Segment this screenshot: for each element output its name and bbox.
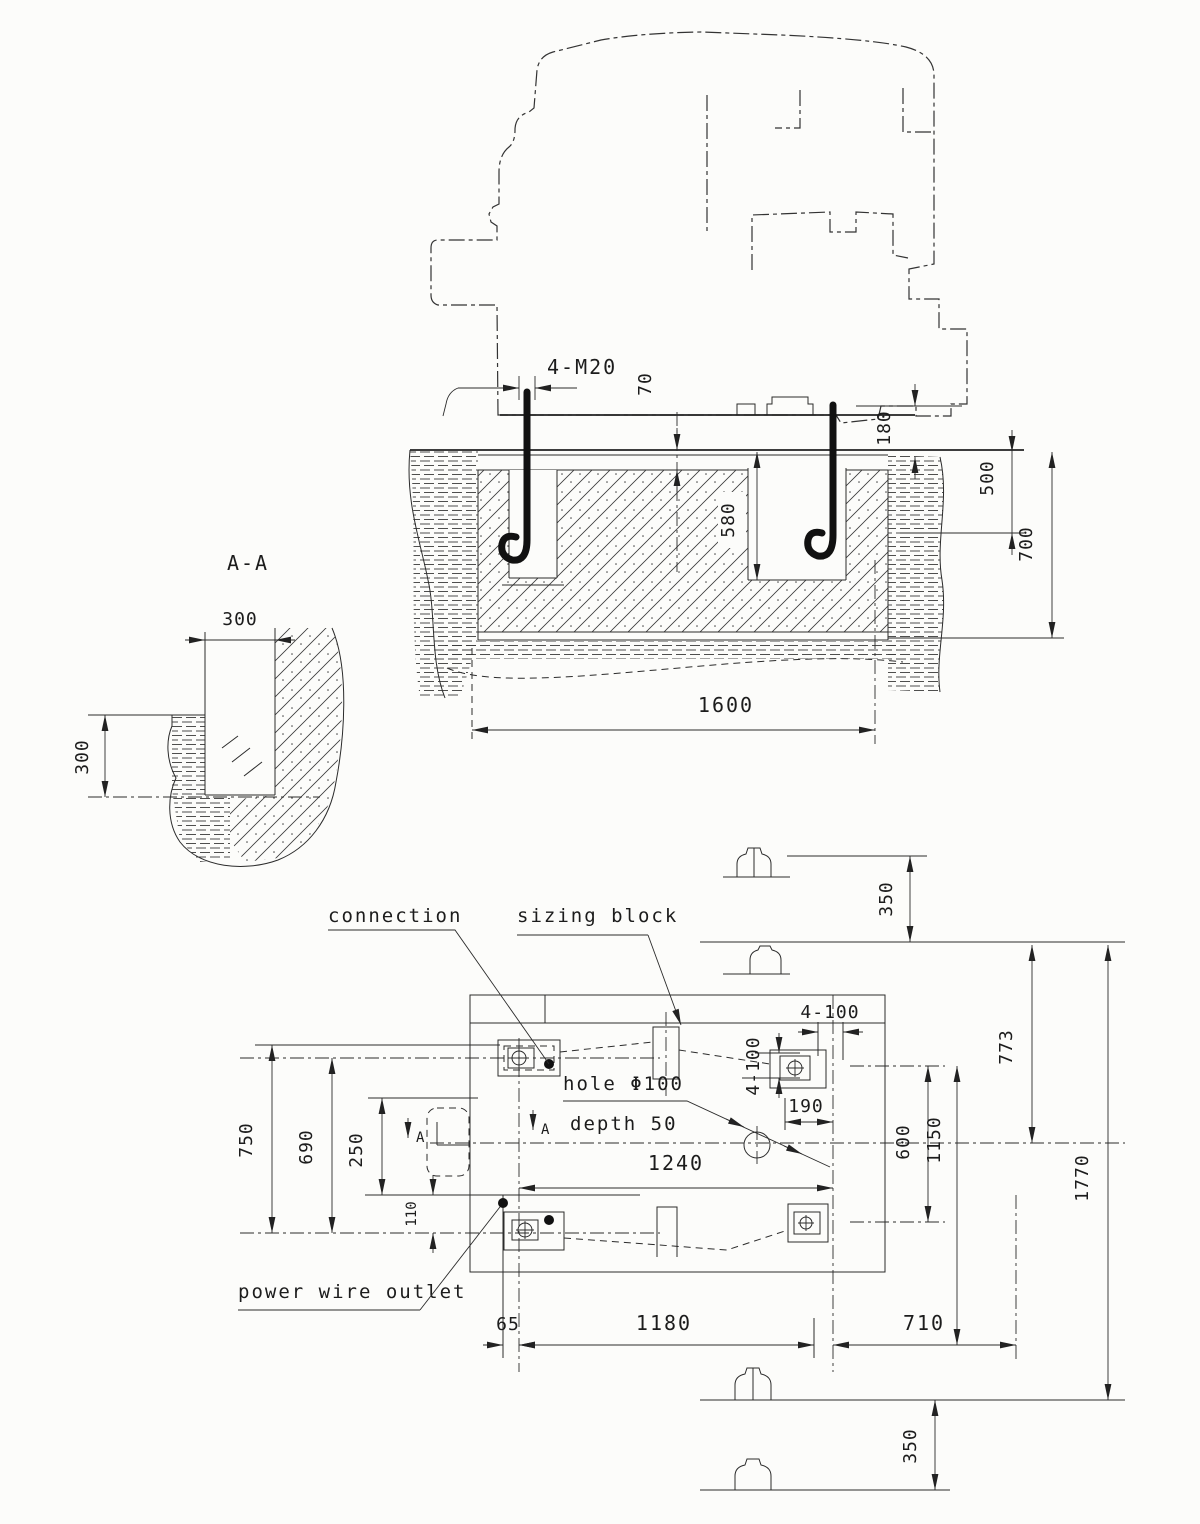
power-wire-point — [498, 1198, 508, 1208]
pad-bottom-right — [788, 1204, 828, 1242]
pad-bottom-left — [504, 1212, 564, 1250]
dim-text-580: 580 — [718, 502, 739, 538]
dim-190 — [785, 1096, 833, 1130]
dim-text-1150: 1150 — [924, 1116, 945, 1164]
dim-750 — [236, 1045, 500, 1233]
dim-bottom-chain — [483, 1311, 1016, 1358]
detail-earth — [172, 715, 230, 862]
sizing-block-label: sizing block — [517, 905, 679, 927]
plan-view — [236, 848, 1125, 1490]
detail-aa-title: A-A — [226, 551, 270, 575]
dim-text-750: 750 — [236, 1122, 257, 1158]
detail-inner-hatch — [222, 736, 262, 776]
dim-text-690: 690 — [296, 1129, 317, 1165]
brackets-top-right — [700, 848, 1125, 974]
detail-aa — [72, 551, 344, 866]
earth-left — [410, 450, 478, 698]
dim-text-4m20: 4-M20 — [547, 355, 618, 379]
section-marker-a1 — [408, 1118, 425, 1146]
dim-text-1240: 1240 — [647, 1151, 705, 1175]
dim-text-180: 180 — [874, 410, 895, 446]
detail-concrete — [230, 628, 342, 862]
dim-text-500: 500 — [977, 460, 998, 496]
connection-label: connection — [328, 905, 463, 927]
dim-text-1180: 1180 — [635, 1311, 693, 1335]
dim-text-300h: 300 — [72, 739, 93, 775]
dim-1240 — [519, 1151, 833, 1188]
earth-right — [888, 455, 944, 692]
section-view — [409, 32, 1064, 744]
machine-pedestal — [767, 397, 813, 415]
sizing-block-bottom — [657, 1207, 677, 1257]
machine-foot-block — [737, 404, 755, 415]
section-a2-label: A — [541, 1122, 550, 1138]
dim-text-1770: 1770 — [1072, 1154, 1093, 1202]
machine-inner-details — [707, 88, 933, 270]
subsoil-band — [445, 641, 897, 659]
dim-text-110: 110 — [404, 1201, 420, 1227]
dim-773 — [996, 945, 1032, 1143]
dim-text-700: 700 — [1016, 526, 1037, 562]
dim-text-1600: 1600 — [697, 693, 755, 717]
dim-4-100-h — [798, 1002, 863, 1060]
hole-depth-label: depth 50 — [570, 1113, 678, 1135]
ground-break-line — [447, 659, 903, 679]
section-marker-a2 — [533, 1110, 550, 1138]
dim-text-4100h: 4-100 — [800, 1002, 860, 1023]
callout-sizing-block — [517, 905, 681, 1025]
dim-690 — [296, 1058, 332, 1233]
dim-text-710: 710 — [902, 1311, 946, 1335]
callout-power-wire — [238, 1198, 508, 1310]
dim-text-773: 773 — [996, 1029, 1017, 1065]
dim-text-250: 250 — [346, 1132, 367, 1168]
machine-outline — [431, 32, 967, 423]
dim-text-65: 65 — [496, 1314, 520, 1335]
pit-dashed — [427, 1108, 469, 1176]
dim-text-4100v: 4-100 — [743, 1036, 764, 1096]
section-a1-label: A — [416, 1130, 425, 1146]
dim-text-350-bottom: 350 — [900, 1428, 921, 1464]
dim-text-70: 70 — [635, 372, 656, 396]
dim-600 — [893, 1066, 928, 1222]
dim-text-350-top: 350 — [876, 881, 897, 917]
dim-1150 — [924, 1066, 957, 1345]
dim-1770 — [1072, 945, 1108, 1400]
dim-text-190: 190 — [788, 1096, 824, 1117]
hole-label: hole Φ100 — [563, 1073, 684, 1095]
detail-trench — [205, 628, 275, 795]
brackets-bottom-right — [700, 1368, 1125, 1490]
dim-110 — [404, 1175, 433, 1253]
dim-text-600: 600 — [893, 1124, 914, 1160]
dim-300-depth — [72, 715, 105, 797]
dim-text-300w: 300 — [222, 609, 258, 630]
power-wire-label: power wire outlet — [238, 1281, 467, 1303]
